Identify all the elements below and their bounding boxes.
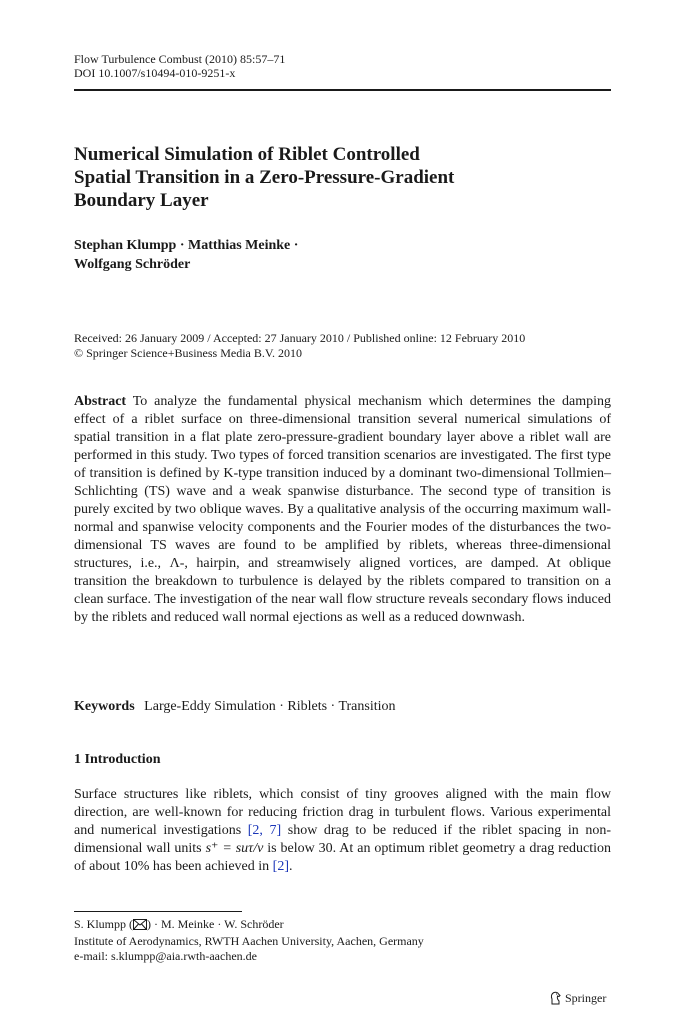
intro-text-4: . [288, 859, 293, 874]
footnote-institute: Institute of Aerodynamics, RWTH Aachen University, Aachen, Germany [74, 934, 424, 948]
journal-header [74, 52, 285, 80]
date-history: Received: 26 January 2009 / Accepted: 27 January 2010 / Published online: 12 February 2010 [74, 331, 526, 345]
title-line-1: Numerical Simulation of Riblet Controlled [74, 144, 420, 165]
envelope-icon [133, 919, 147, 934]
publisher-name: Springer [565, 991, 607, 1005]
keywords [74, 698, 396, 716]
intro-text-1: Surface structures like riblets, which consist of tiny grooves aligned with the main flow direction, are well-known for reducing friction drag in turbulent flows. Various experimental and numerical investigations [74, 787, 611, 838]
author-list [74, 236, 298, 274]
journal-citation: Flow Turbulence Combust (2010) 85:57–71 [74, 52, 286, 66]
abstract-heading: Abstract [74, 394, 127, 409]
citation-link-2[interactable]: [2] [272, 859, 289, 874]
author-footnote [74, 917, 424, 964]
citation-link-2-7[interactable]: [2, 7] [247, 823, 282, 838]
introduction-paragraph [74, 786, 611, 876]
journal-doi: DOI 10.1007/s10494-010-9251-x [74, 66, 236, 80]
authors-line-2: Wolfgang Schröder [74, 257, 191, 272]
intro-text-2: show drag to be reduced if the riblet spacing in non-dimensional wall units [74, 823, 612, 856]
keywords-text: Large-Eddy Simulation · Riblets · Transition [144, 699, 396, 714]
title-line-2: Spatial Transition in a Zero-Pressure-Gradient [74, 167, 455, 188]
authors-line-1: Stephan Klumpp · Matthias Meinke · [74, 238, 299, 253]
abstract [74, 393, 611, 627]
formula-wall-units: s⁺ = suτ/ν [205, 841, 264, 856]
header-rule [74, 89, 611, 91]
footnote-authors: S. Klumpp ( ) · M. Meinke · W. Schröder [74, 917, 424, 934]
footnote-rule [74, 911, 242, 912]
title-line-3: Boundary Layer [74, 190, 209, 211]
publication-dates [74, 331, 525, 361]
section-heading-introduction: 1 Introduction [74, 752, 161, 767]
intro-text-3: is below 30. At an optimum riblet geometry a drag reduction of about 10% has been achieved in [74, 841, 611, 874]
publisher-logo [548, 990, 606, 1006]
abstract-text: To analyze the fundamental physical mechanism which determines the damping effect of a riblet surface on three-dimensional transition several numerical simulations of spatial transition in a flat plate zero-pressure-gradient boundary layer above a riblet wall are performed in this study. Two types of forced transition scenarios are investigated. The first type of transition is defined by K-type transition induced by a dominant two-dimensional Tollmien–Schlichting (TS) wave and a weak spanwise disturbance. The second type of transition is purely excited by two oblique waves. By a qualitative analysis of the occurring maximum wall-normal and spanwise velocity components and the Fourier modes of the disturbances the two-dimensional TS waves are found to be amplified by riblets, whereas three-dimensional structures, i.e., Λ-, hairpin, and streamwisely aligned vortices, are damped. At oblique transition the breakdown to turbulence is delayed by the riblets compared to transition on a clean surface. The investigation of the near wall flow structure reveals secondary flows induced by the riblets and reduced wall normal ejections as well as a reduced downwash. [74, 394, 611, 625]
footnote-email[interactable]: e-mail: s.klumpp@aia.rwth-aachen.de [74, 949, 257, 963]
paper-title [74, 143, 614, 212]
springer-horse-icon [548, 991, 565, 1005]
copyright-line: © Springer Science+Business Media B.V. 2010 [74, 346, 302, 360]
keywords-heading: Keywords [74, 699, 135, 714]
